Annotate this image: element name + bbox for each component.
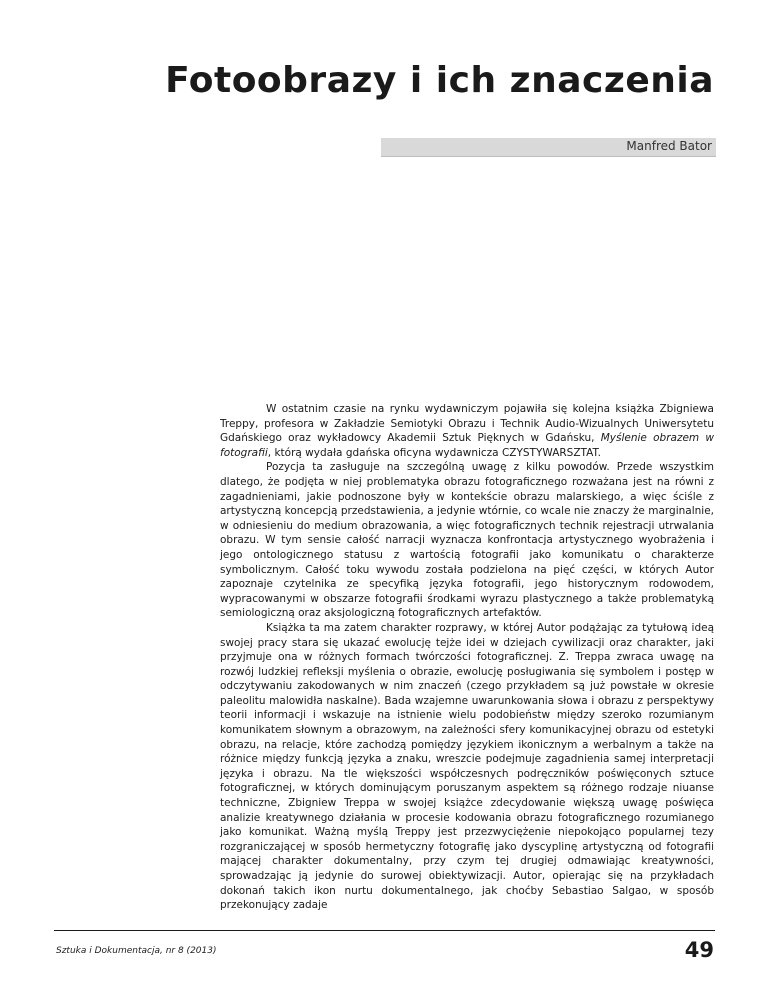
article-title: Fotoobrazy i ich znaczenia: [165, 60, 714, 101]
footer-divider: [54, 930, 715, 931]
paragraph-1-text-b: , którą wydała gdańska oficyna wydawnicza CZYSTYWARSZTAT.: [267, 446, 601, 459]
paragraph-1: [220, 402, 714, 460]
article-body: [220, 402, 714, 913]
book-title: Myślenie obrazem w fotografii: [220, 432, 714, 459]
paragraph-2: Pozycja ta zasługuje na szczególną uwagę z kilku powodów. Przede wszystkim dlatego, że podjęta w niej problematyka obrazu fotograficznego rozważana jest na równi z zagadnieniami, jakie podnoszone były w kontekście obrazu malarskiego, a więc ściśle z artystyczną koncepcją przedstawienia, a jedynie wtórnie, co wcale nie znaczy że marginalnie, w odniesieniu do medium obrazowania, a więc fotograficznych technik rejestracji utrwalania obrazu. W tym sensie całość narracji wyznacza konfrontacja artystycznego wyobrażenia i jego ontologicznego statusu z wartością fotografii jako komunikatu o charakterze symbolicznym. Całość toku wywodu została podzielona na pięć części, w których Autor zapoznaje czytelnika ze specyfiką języka fotografii, jego historycznym rodowodem, wypracowanymi w obszarze fotografii środkami wyrazu plastycznego a także problematyką semiologiczną oraz aksjologiczną fotograficznych artefaktów.: [220, 461, 714, 620]
author-bar: [381, 138, 716, 157]
page-number: 49: [684, 938, 714, 962]
paragraph-3: Książka ta ma zatem charakter rozprawy, w której Autor podążając za tytułową ideą swojej pracy stara się ukazać ewolucję tejże idei w dziejach cywilizacji oraz charakter, jaki przyjmuje ona w różnych formach twórczości fotograficznej. Z. Treppa zwraca uwagę na rozwój ludzkiej refleksji myślenia o obrazie, ewolucję posługiwania się symbolem i postęp w odczytywaniu zakodowanych w nim znaczeń (czego przykładem są już powstałe w okresie paleolitu malowidła naskalne). Bada wzajemne uwarunkowania słowa i obrazu z perspektywy teorii informacji i wskazuje na istnienie wielu podobieństw między szeroko rozumianym komunikatem słownym a obrazowym, na zależności sfery komunikacyjnej obrazu od estetyki obrazu, na relacje, które zachodzą pomiędzy językiem ikonicznym a werbalnym a także na różnice między funkcją języka a znaku, wreszcie podejmuje zagadnienia samej interpretacji języka i obrazu. Na tle większości współczesnych podręczników poświęconych sztuce fotograficznej, w których dominującym poruszanym aspektem są różnego rodzaje niuanse techniczne, Zbigniew Treppa w swojej książce zdecydowanie większą uwagę poświęca analizie kreatywnego działania w procesie kodowania obrazu fotograficznego rozumianego jako komunikat. Ważną myślą Treppy jest przezwyciężenie niepokojąco popularnej tezy rozgraniczającej w sposób hermetyczny fotografię jako dyscyplinę artystyczną od fotografii mającej charakter dokumentalny, przy czym tej drugiej odmawiając kreatywności, sprowadzając ją jedynie do surowej obiektywizacji. Autor, opierając się na przykładach dokonań takich ikon nurtu dokumentalnego, jak choćby Sebastiao Salgao, w sposób przekonujący zadaje: [220, 621, 714, 912]
journal-citation: Sztuka i Dokumentacja, nr 8 (2013): [56, 946, 217, 956]
author-name: Manfred Bator: [626, 139, 712, 153]
paragraph-1-text-a: W ostatnim czasie na rynku wydawniczym pojawiła się kolejna książka Zbigniewa Treppy, profesora w Zakładzie Semiotyki Obrazu i Technik Audio-Wizualnych Uniwersytetu Gdańskiego oraz wykładowcy Akademii Sztuk Pięknych w Gdańsku,: [220, 403, 714, 445]
